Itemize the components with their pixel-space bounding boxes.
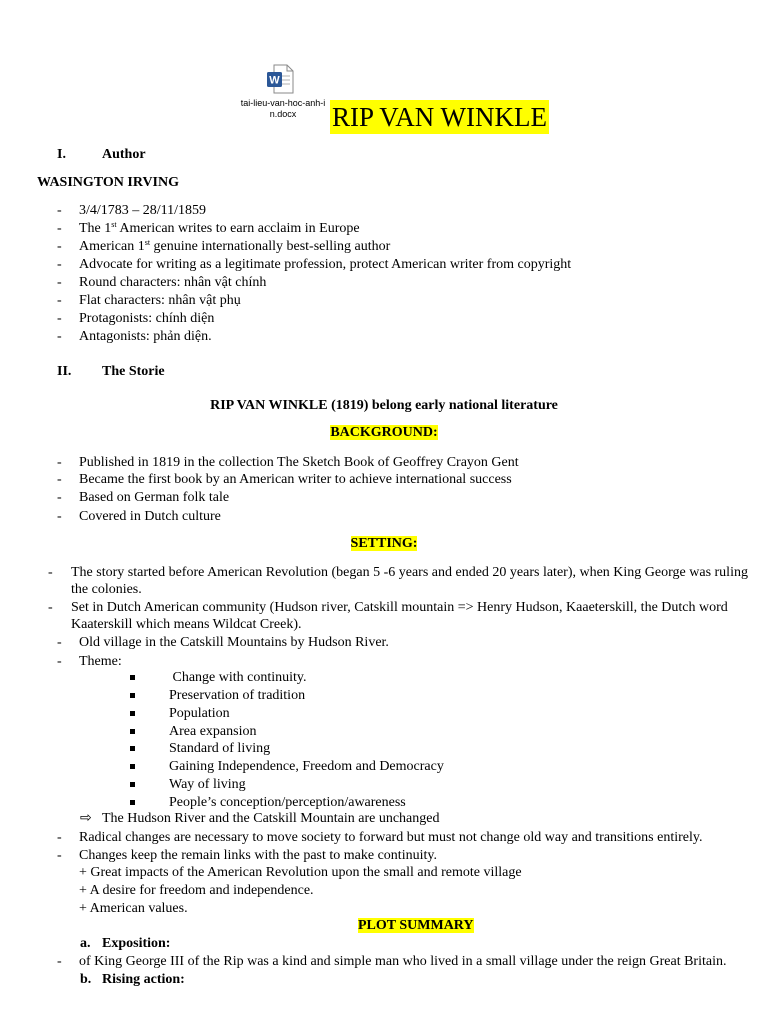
theme-list-item: Standard of living [169, 741, 271, 756]
author-list-item [79, 310, 214, 327]
exposition-text: of King George III of the Rip was a kind and simple man who lived in a small village under the reign Great Britain. [79, 954, 727, 969]
theme-list-item: Gaining Independence, Freedom and Democracy [169, 759, 444, 774]
list-dash: - [57, 848, 62, 863]
list-dash: - [48, 600, 53, 615]
theme-list-item: Preservation of tradition [169, 688, 306, 703]
document-title: RIP VAN WINKLE [332, 102, 548, 132]
ordinal-superscript: st [111, 220, 117, 229]
list-dash: - [57, 221, 62, 236]
setting-item-theme: Theme: [79, 654, 122, 669]
list-dash: - [57, 275, 62, 290]
section-2-heading: The Storie [102, 364, 165, 379]
square-bullet-icon [130, 675, 135, 680]
list-dash: - [57, 293, 62, 308]
author-item-text: genuine internationally best-selling author [150, 239, 391, 254]
author-item-text: Round characters: nhân vật chính [79, 275, 267, 290]
list-dash: - [48, 565, 53, 580]
theme-list-item: Area expansion [169, 724, 257, 739]
list-dash: - [57, 472, 62, 487]
author-item-text: The 1 [79, 221, 112, 236]
list-dash: - [57, 635, 62, 650]
background-list-item: Covered in Dutch culture [79, 509, 221, 524]
section-1-number: I. [57, 147, 66, 162]
list-dash: - [57, 509, 62, 524]
author-item-text: American writes to earn acclaim in Europe [116, 221, 360, 236]
setting-para1-line1: The story started before American Revolution (began 5 -6 years and ended 20 years later), when King George was ruling [71, 565, 748, 580]
square-bullet-icon [130, 782, 135, 787]
author-list-item [79, 328, 212, 345]
background-list-item: Published in 1819 in the collection The Sketch Book of Geoffrey Crayon Gent [79, 455, 519, 470]
author-list-item [79, 202, 206, 219]
plus-item: + A desire for freedom and independence. [79, 883, 314, 898]
setting-heading: SETTING: [350, 536, 418, 551]
exposition-heading: Exposition: [102, 936, 171, 951]
list-dash: - [57, 329, 62, 344]
svg-text:W: W [269, 74, 280, 87]
background-list-item: Became the first book by an American writer to achieve international success [79, 472, 512, 487]
rising-action-label: b. [80, 972, 92, 987]
list-dash: - [57, 830, 62, 845]
section-1-heading: Author [102, 147, 146, 162]
author-item-text: Advocate for writing as a legitimate profession, protect American writer from copyright [79, 257, 572, 272]
author-list-item [79, 256, 571, 273]
setting-item-3: Old village in the Catskill Mountains by Hudson River. [79, 635, 389, 650]
exposition-label: a. [80, 936, 91, 951]
setting-item-6: Changes keep the remain links with the past to make continuity. [79, 848, 437, 863]
author-list-item [79, 238, 390, 255]
theme-list-item: Way of living [169, 777, 246, 792]
square-bullet-icon [130, 800, 135, 805]
square-bullet-icon [130, 746, 135, 751]
attachment-filename[interactable] [232, 98, 334, 120]
list-dash: - [57, 954, 62, 969]
author-item-text: Flat characters: nhân vật phụ [79, 293, 241, 308]
setting-para1-line2: the colonies. [71, 582, 142, 597]
author-list-item [79, 292, 241, 309]
square-bullet-icon [130, 729, 135, 734]
author-list-item [79, 274, 266, 291]
author-item-text: Antagonists: phản diện. [79, 329, 212, 344]
plot-summary-heading: PLOT SUMMARY [358, 918, 474, 933]
arrow-conclusion: The Hudson River and the Catskill Mountain are unchanged [102, 811, 440, 826]
background-list-item: Based on German folk tale [79, 490, 230, 505]
setting-para2-line2: Kaaterskill which means Wildcat Creek). [71, 617, 302, 632]
theme-list-item: Change with continuity. [169, 670, 307, 685]
plus-item: + American values. [79, 901, 188, 916]
author-list-item [79, 220, 360, 237]
rising-action-heading: Rising action: [102, 972, 185, 987]
list-dash: - [57, 654, 62, 669]
plus-item: + Great impacts of the American Revolution upon the small and remote village [79, 865, 522, 880]
theme-list-item: People’s conception/perception/awareness [169, 795, 406, 810]
background-heading: BACKGROUND: [330, 425, 438, 440]
theme-list-item: Population [169, 706, 230, 721]
word-docx-icon[interactable] [266, 64, 294, 94]
list-dash: - [57, 490, 62, 505]
list-dash: - [57, 203, 62, 218]
square-bullet-icon [130, 711, 135, 716]
square-bullet-icon [130, 764, 135, 769]
list-dash: - [57, 257, 62, 272]
section-2-number: II. [57, 364, 72, 379]
arrow-icon: ⇨ [80, 811, 92, 826]
author-item-text: 3/4/1783 – 28/11/1859 [79, 203, 207, 218]
author-item-text: Protagonists: chính diện [79, 311, 215, 326]
setting-para2-line1: Set in Dutch American community (Hudson river, Catskill mountain => Henry Hudson, Kaaeterskill, the Dutch word [71, 600, 728, 615]
list-dash: - [57, 239, 62, 254]
square-bullet-icon [130, 693, 135, 698]
filename-line-2: n.docx [269, 109, 297, 119]
filename-line-1: tai-lieu-van-hoc-anh-i [240, 98, 326, 108]
ordinal-superscript: st [144, 238, 151, 247]
story-heading: RIP VAN WINKLE (1819) belong early national literature [210, 398, 558, 413]
list-dash: - [57, 455, 62, 470]
author-item-text: American 1 [79, 239, 145, 254]
setting-item-5: Radical changes are necessary to move society to forward but must not change old way and transitions entirely. [79, 830, 703, 845]
list-dash: - [57, 311, 62, 326]
author-name: WASINGTON IRVING [37, 175, 180, 190]
